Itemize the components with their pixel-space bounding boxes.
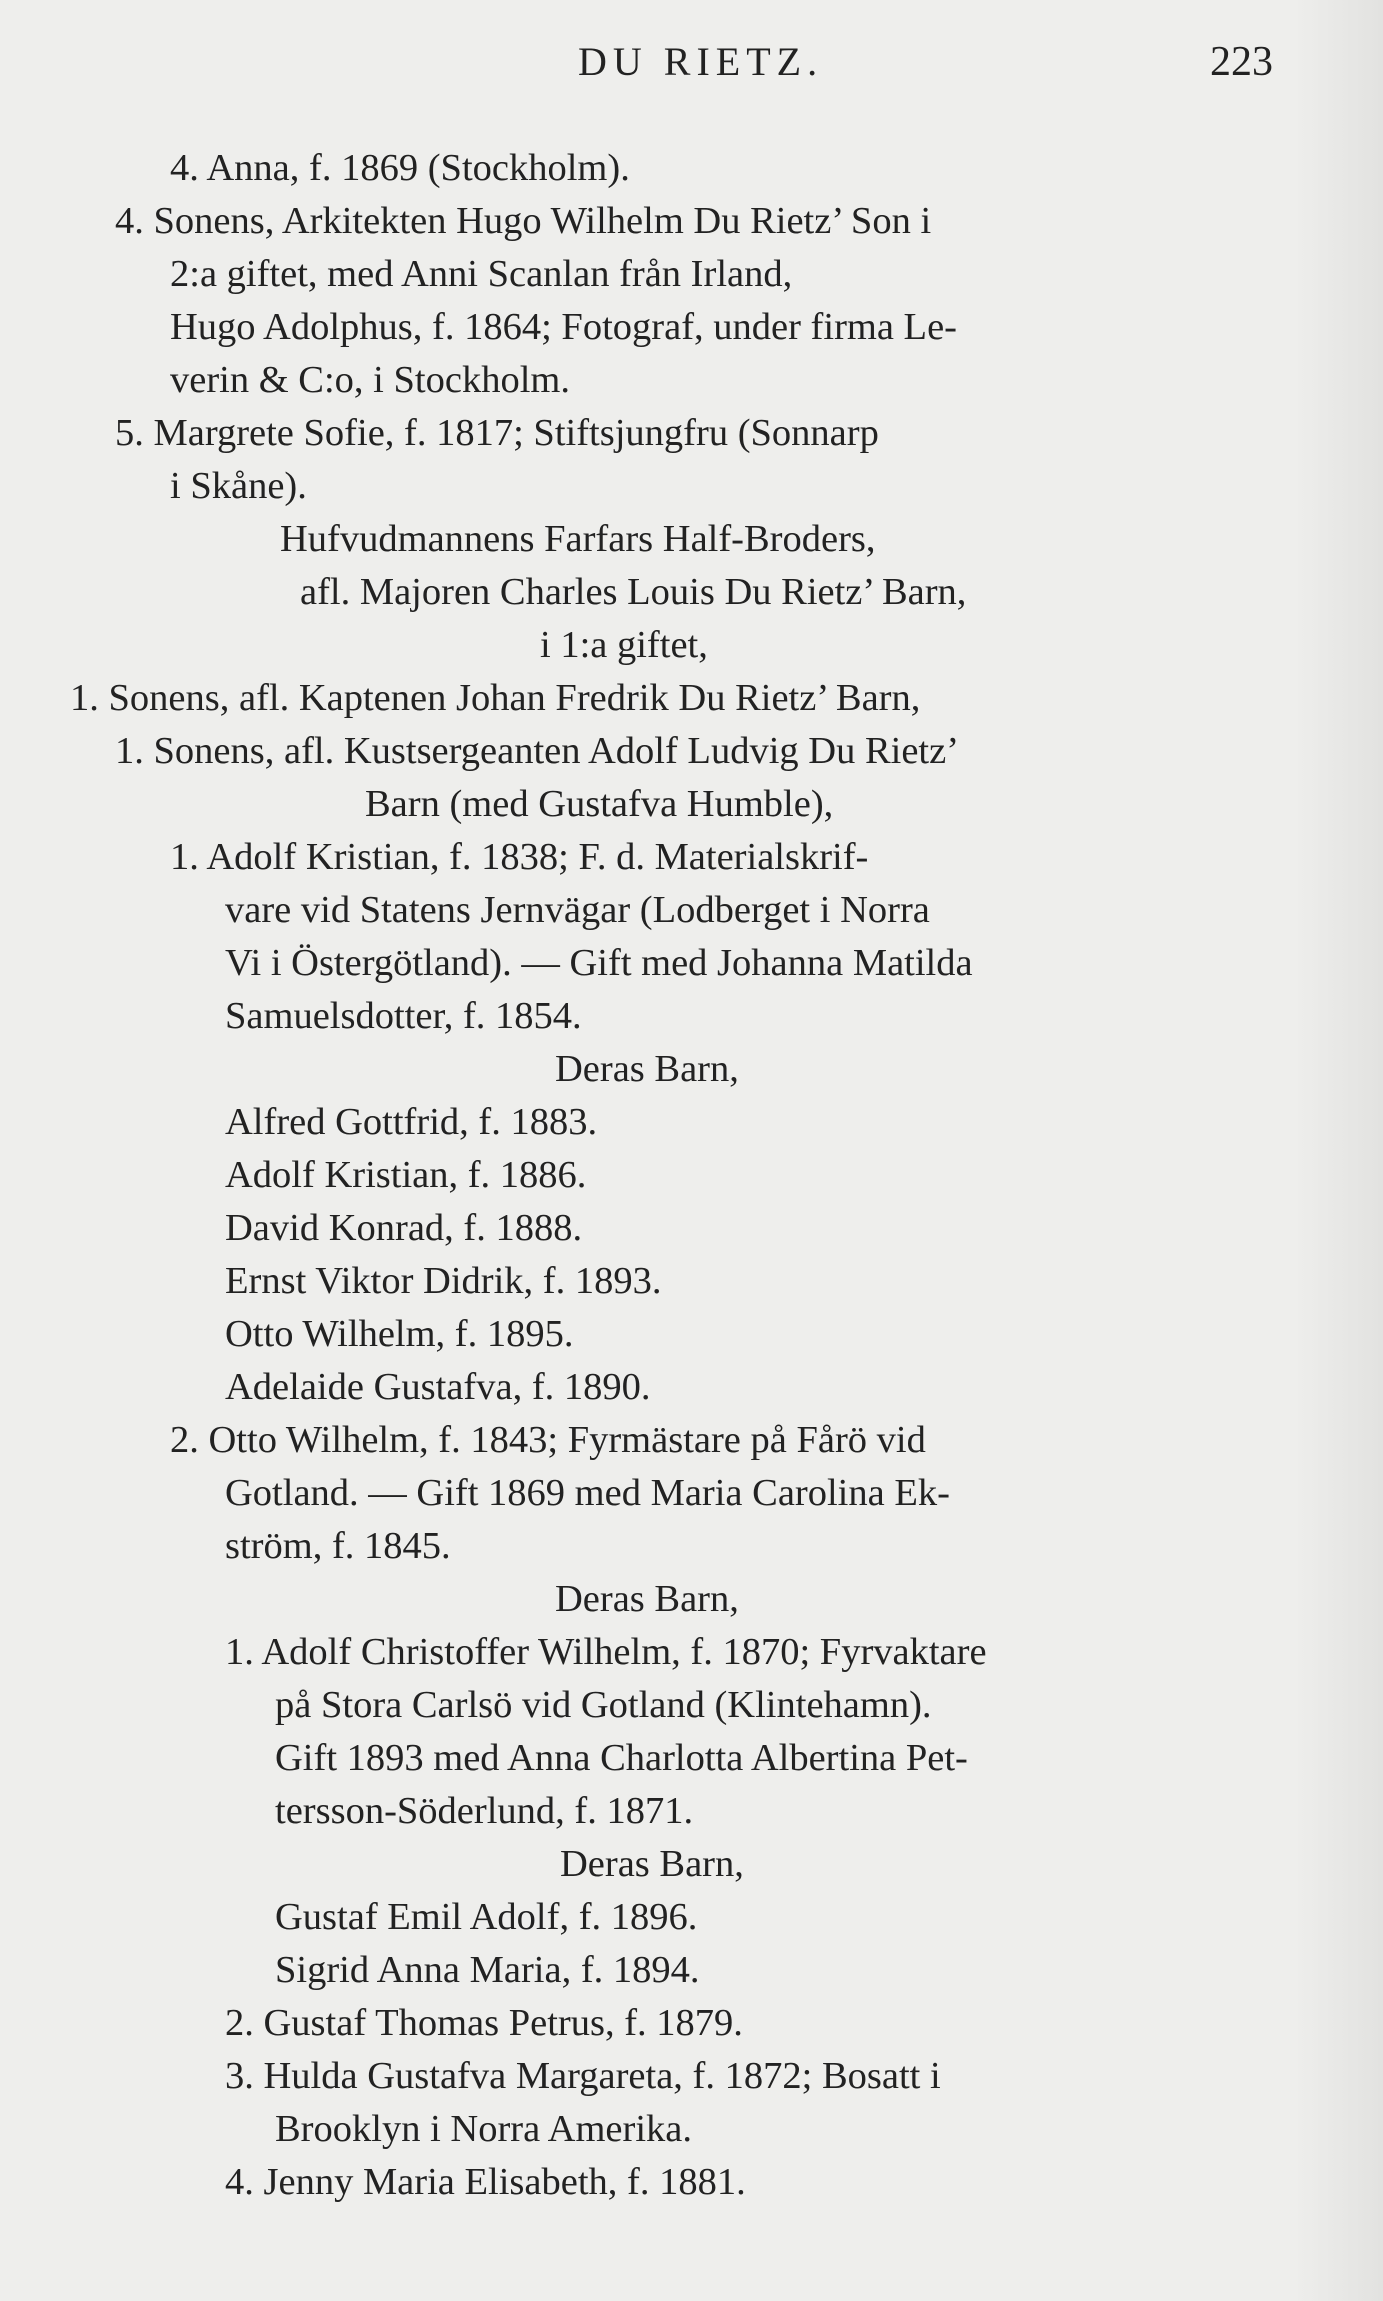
section-heading: Deras Barn, bbox=[555, 1578, 739, 1620]
section-heading: i 1:a giftet, bbox=[540, 624, 708, 666]
running-title: DU RIETZ. bbox=[578, 39, 824, 84]
text-line: 5. Margrete Sofie, f. 1817; Stiftsjungfru (Sonnarp bbox=[115, 412, 879, 454]
text-line: David Konrad, f. 1888. bbox=[225, 1207, 583, 1249]
text-line: i Skåne). bbox=[170, 465, 307, 507]
text-line: tersson-Söderlund, f. 1871. bbox=[275, 1790, 694, 1832]
text-line: 2. Otto Wilhelm, f. 1843; Fyrmästare på Fårö vid bbox=[170, 1419, 926, 1461]
text-line: Barn (med Gustafva Humble), bbox=[365, 783, 834, 825]
text-line: Ernst Viktor Didrik, f. 1893. bbox=[225, 1260, 662, 1302]
text-line: 1. Sonens, afl. Kustsergeanten Adolf Ludvig Du Rietz’ bbox=[115, 730, 960, 772]
text-line: 2:a giftet, med Anni Scanlan från Irland, bbox=[170, 253, 793, 295]
text-line: 1. Adolf Christoffer Wilhelm, f. 1870; Fyrvaktare bbox=[225, 1631, 987, 1673]
text-line: Brooklyn i Norra Amerika. bbox=[275, 2108, 692, 2150]
text-line: 4. Sonens, Arkitekten Hugo Wilhelm Du Rietz’ Son i bbox=[115, 200, 932, 242]
text-line: 1. Adolf Kristian, f. 1838; F. d. Materialskrif- bbox=[170, 836, 869, 878]
text-line: Adelaide Gustafva, f. 1890. bbox=[225, 1366, 651, 1408]
text-line: Gotland. — Gift 1869 med Maria Carolina Ek- bbox=[225, 1472, 950, 1514]
section-heading: Deras Barn, bbox=[555, 1048, 739, 1090]
text-line: Adolf Kristian, f. 1886. bbox=[225, 1154, 587, 1196]
text-line: 2. Gustaf Thomas Petrus, f. 1879. bbox=[225, 2002, 743, 2044]
text-line: Gift 1893 med Anna Charlotta Albertina Pet- bbox=[275, 1737, 968, 1779]
text-line: Sigrid Anna Maria, f. 1894. bbox=[275, 1949, 700, 1991]
text-line: vare vid Statens Jernvägar (Lodberget i Norra bbox=[225, 889, 930, 931]
text-line: på Stora Carlsö vid Gotland (Klintehamn). bbox=[275, 1684, 932, 1726]
page-edge-shadow bbox=[1293, 0, 1383, 2301]
section-heading: Hufvudmannens Farfars Half-Broders, bbox=[280, 518, 876, 560]
section-heading: afl. Majoren Charles Louis Du Rietz’ Barn, bbox=[300, 571, 967, 613]
text-line: Hugo Adolphus, f. 1864; Fotograf, under firma Le- bbox=[170, 306, 957, 348]
section-heading: Deras Barn, bbox=[560, 1843, 744, 1885]
text-line: verin & C:o, i Stockholm. bbox=[170, 359, 570, 401]
text-line: 4. Anna, f. 1869 (Stockholm). bbox=[170, 147, 630, 189]
text-line: Samuelsdotter, f. 1854. bbox=[225, 995, 582, 1037]
page-header bbox=[0, 38, 1383, 98]
text-line: ström, f. 1845. bbox=[225, 1525, 451, 1567]
text-line: 1. Sonens, afl. Kaptenen Johan Fredrik Du Rietz’ Barn, bbox=[70, 677, 921, 719]
text-line: Gustaf Emil Adolf, f. 1896. bbox=[275, 1896, 698, 1938]
text-line: 4. Jenny Maria Elisabeth, f. 1881. bbox=[225, 2161, 746, 2203]
text-line: 3. Hulda Gustafva Margareta, f. 1872; Bosatt i bbox=[225, 2055, 941, 2097]
text-line: Otto Wilhelm, f. 1895. bbox=[225, 1313, 574, 1355]
text-line: Vi i Östergötland). — Gift med Johanna Matilda bbox=[225, 942, 973, 984]
page-number: 223 bbox=[1210, 39, 1273, 85]
text-line: Alfred Gottfrid, f. 1883. bbox=[225, 1101, 598, 1143]
